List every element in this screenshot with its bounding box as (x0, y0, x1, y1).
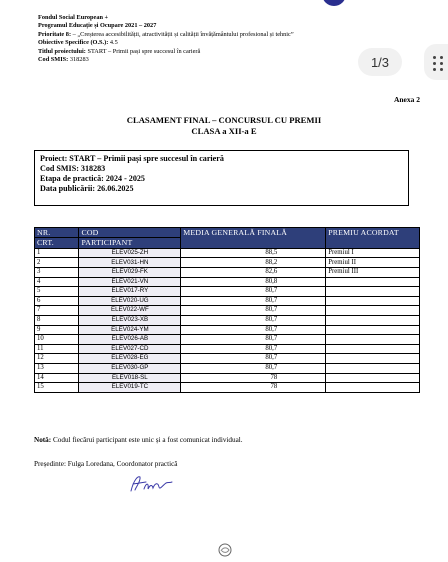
cell-media: 80,7 (181, 315, 326, 325)
cell-media: 80,8 (181, 277, 326, 287)
cell-media: 78 (181, 383, 326, 393)
cell-premiu: Premiul III (326, 268, 420, 278)
header-line-1: Fondul Social European + (38, 14, 109, 21)
cell-cod: ELEV027-CD (79, 344, 181, 354)
table-row (35, 248, 420, 258)
cell-cod: ELEV030-GP (79, 363, 181, 373)
cell-cod: ELEV018-SL (79, 373, 181, 383)
table-row (35, 325, 420, 335)
cell-media: 82,6 (181, 268, 326, 278)
note: Notă: Codul fiecărui participant este unic și a fost comunicat individual. (34, 436, 243, 444)
cell-media: 80,7 (181, 325, 326, 335)
cell-premiu: Premiul I (326, 248, 420, 258)
header-media: MEDIA GENERALĂ FINALĂ (181, 228, 326, 249)
header-cod: COD (79, 228, 181, 238)
header-participant: PARTICIPANT (79, 238, 181, 248)
header-premiu: PREMIU ACORDAT (326, 228, 420, 249)
dot-icon (433, 62, 436, 65)
cell-premiu (326, 354, 420, 364)
cell-nr: 1 (35, 248, 79, 258)
table-row (35, 363, 420, 373)
header-line-3: Prioritate 8: – „Creșterea accesibilității, atractivității și calității învățământului profesional și tehnic” (38, 30, 294, 38)
cell-media: 80,7 (181, 306, 326, 316)
cell-cod: ELEV024-YM (79, 325, 181, 335)
annex-label: Anexa 2 (393, 95, 420, 104)
more-options-icon[interactable] (424, 44, 448, 80)
cell-cod: ELEV023-XB (79, 315, 181, 325)
cell-premiu (326, 325, 420, 335)
dot-icon (433, 68, 436, 71)
cell-premiu (326, 296, 420, 306)
header-line-2: Programul Educație și Ocupare 2021 – 2027 (38, 22, 157, 30)
cell-cod: ELEV019-TC (79, 383, 181, 393)
cell-media: 80,7 (181, 335, 326, 345)
cell-nr: 4 (35, 277, 79, 287)
cell-nr: 9 (35, 325, 79, 335)
cell-cod: ELEV022-WF (79, 306, 181, 316)
table-row (35, 268, 420, 278)
cell-media: 88,2 (181, 258, 326, 268)
ranking-table (34, 227, 420, 393)
cell-nr: 14 (35, 373, 79, 383)
top-logo-icon (322, 0, 346, 6)
cell-nr: 7 (35, 306, 79, 316)
cell-cod: ELEV028-EG (79, 354, 181, 364)
president-line: Președinte: Fulga Loredana, Coordonator practică (34, 460, 178, 468)
cell-cod: ELEV021-VN (79, 277, 181, 287)
cell-media: 80,7 (181, 287, 326, 297)
cell-media: 80,7 (181, 296, 326, 306)
table-row (35, 383, 420, 393)
header-line-6: Cod SMIS: 318283 (38, 56, 89, 64)
dot-icon (433, 56, 436, 59)
cell-nr: 8 (35, 315, 79, 325)
cell-nr: 2 (35, 258, 79, 268)
cell-premiu (326, 277, 420, 287)
cell-nr: 11 (35, 344, 79, 354)
cell-cod: ELEV025-ZH (79, 248, 181, 258)
cell-premiu (326, 383, 420, 393)
cell-cod: ELEV026-AB (79, 335, 181, 345)
project-date: Data publicării: 26.06.2025 (40, 184, 134, 193)
cell-media: 78 (181, 373, 326, 383)
table-header-row (35, 228, 420, 238)
header-crt: CRT. (35, 238, 79, 248)
cell-nr: 3 (35, 268, 79, 278)
cell-premiu: Premiul II (326, 258, 420, 268)
cell-cod: ELEV020-UG (79, 296, 181, 306)
cell-premiu (326, 287, 420, 297)
cell-nr: 6 (35, 296, 79, 306)
header-line-4: Obiective Specifice (O.S.): 4.5 (38, 39, 118, 47)
cell-premiu (326, 306, 420, 316)
project-smis: Cod SMIS: 318283 (40, 164, 106, 173)
document-header (38, 14, 358, 64)
table-row (35, 335, 420, 345)
cell-nr: 5 (35, 287, 79, 297)
table-row (35, 277, 420, 287)
cell-nr: 15 (35, 383, 79, 393)
cell-media: 80,7 (181, 344, 326, 354)
cell-nr: 10 (35, 335, 79, 345)
table-row (35, 315, 420, 325)
page-subtitle: CLASA a XII-a E (191, 126, 257, 136)
table-row (35, 258, 420, 268)
bottom-logo-icon (218, 543, 232, 562)
dot-icon (440, 56, 443, 59)
cell-premiu (326, 335, 420, 345)
dot-icon (440, 68, 443, 71)
header-nr: NR. (35, 228, 79, 238)
cell-premiu (326, 344, 420, 354)
cell-premiu (326, 373, 420, 383)
page-title: CLASAMENT FINAL – CONCURSUL CU PREMII (126, 115, 322, 125)
cell-media: 80,7 (181, 354, 326, 364)
cell-nr: 12 (35, 354, 79, 364)
cell-media: 80,7 (181, 363, 326, 373)
project-info-box (34, 150, 409, 206)
table-row (35, 306, 420, 316)
cell-media: 88,5 (181, 248, 326, 258)
project-stage: Etapa de practică: 2024 - 2025 (40, 174, 145, 183)
cell-cod: ELEV029-FK (79, 268, 181, 278)
table-row (35, 296, 420, 306)
page-indicator[interactable]: 1/3 (358, 48, 402, 76)
cell-cod: ELEV017-RY (79, 287, 181, 297)
dot-icon (440, 62, 443, 65)
header-line-5: Titlul proiectului: START – Primii pași spre succesul în carieră (38, 47, 201, 55)
cell-premiu (326, 363, 420, 373)
table-row (35, 344, 420, 354)
table-row (35, 354, 420, 364)
signature (126, 473, 176, 500)
table-row (35, 373, 420, 383)
cell-nr: 13 (35, 363, 79, 373)
cell-cod: ELEV031-HN (79, 258, 181, 268)
cell-premiu (326, 315, 420, 325)
table-row (35, 287, 420, 297)
project-name: Proiect: START – Primii pași spre succesul în carieră (40, 154, 224, 163)
